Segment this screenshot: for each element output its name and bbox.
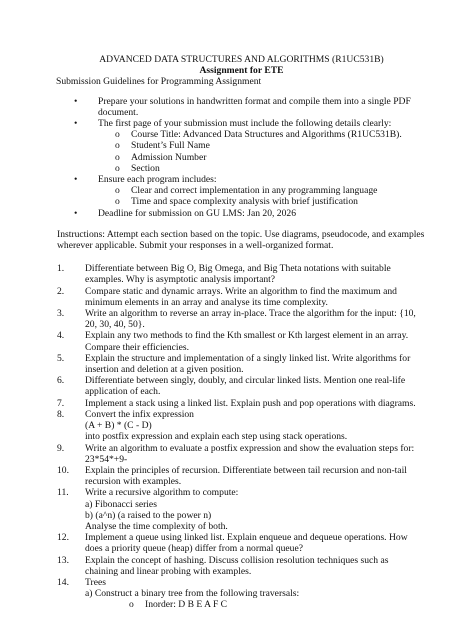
- guideline-text: document.: [98, 106, 139, 118]
- question-text: a) Fibonacci series: [85, 498, 157, 510]
- question-number: 12.: [57, 532, 69, 544]
- sub-bullet-icon: o: [115, 140, 120, 152]
- question-number: 2.: [57, 285, 65, 297]
- detail-text: Admission Number: [131, 151, 207, 163]
- detail-item: [57, 129, 434, 140]
- guideline-item: [57, 174, 434, 185]
- question-item: [57, 308, 434, 330]
- question-number: 14.: [57, 576, 69, 588]
- sub-bullet-icon: o: [115, 185, 120, 197]
- requirement-text: Time and space complexity analysis with brief justification: [131, 196, 358, 208]
- guidelines-heading: Submission Guidelines for Programming Assignment: [56, 76, 262, 88]
- question-number: 13.: [57, 554, 69, 566]
- question-item: [57, 398, 434, 409]
- document-title: ADVANCED DATA STRUCTURES AND ALGORITHMS (R1UC531B): [99, 54, 384, 65]
- question-text: b) (a^n) (a raised to the power n): [85, 509, 212, 521]
- question-text: Write an algorithm to evaluate a postfix expression and show the evaluation steps for:: [85, 442, 415, 454]
- requirement-text: Clear and correct implementation in any programming language: [131, 185, 378, 197]
- question-item: [57, 263, 434, 285]
- program-requirement-item: [57, 196, 434, 207]
- question-text: recursion with examples.: [85, 476, 182, 488]
- question-text: chaining and linear probing with examples.: [85, 565, 252, 577]
- question-number: 1.: [57, 263, 65, 275]
- question-number: 8.: [57, 408, 65, 420]
- deadline-text: Deadline for submission on GU LMS: Jan 20, 2026: [98, 207, 296, 219]
- question-text: 23*54*+9-: [85, 453, 128, 465]
- question-item: [57, 330, 434, 352]
- question-text: Write an algorithm to reverse an array in-place. Trace the algorithm for the input: {10,: [85, 308, 416, 320]
- question-item: [57, 353, 434, 375]
- question-text: Differentiate between singly, doubly, and circular linked lists. Mention one real-life: [85, 375, 406, 387]
- sub-bullet-icon: o: [129, 599, 134, 611]
- detail-item: [57, 140, 434, 151]
- question-text: Compare their efficiencies.: [85, 341, 189, 353]
- instructions-line: wherever applicable. Submit your responses in a well-organized format.: [57, 240, 334, 252]
- question-number: 11.: [57, 487, 69, 499]
- question-text: Implement a stack using a linked list. Explain push and pop operations with diagrams.: [85, 397, 416, 409]
- question-item: [57, 375, 434, 397]
- question-text: Compare static and dynamic arrays. Write an algorithm to find the maximum and: [85, 285, 397, 297]
- question-list: [57, 263, 434, 599]
- instructions-paragraph: [57, 229, 434, 251]
- question-text: minimum elements in an array and analyse its time complexity.: [85, 296, 328, 308]
- bullet-icon: •: [74, 118, 78, 130]
- bullet-icon: •: [74, 95, 78, 107]
- detail-text: Course Title: Advanced Data Structures and Algorithms (R1UC531B).: [131, 129, 402, 141]
- question-item: [57, 286, 434, 308]
- question-text: does a priority queue (heap) differ from a normal queue?: [85, 543, 303, 555]
- detail-text: Student’s Full Name: [131, 140, 210, 152]
- traversal-text: Inorder: D B E A F C: [145, 599, 228, 611]
- question-text: Trees: [85, 576, 106, 588]
- question-text: application of each.: [85, 386, 161, 398]
- traversal-item: [57, 599, 434, 610]
- question-item: [57, 465, 434, 487]
- guidelines-list: [57, 96, 434, 219]
- question-text: insertion and deletion at a given position.: [85, 364, 244, 376]
- question-number: 5.: [57, 352, 65, 364]
- question-item: [57, 443, 434, 465]
- question-text: (A + B) * (C - D): [85, 420, 152, 432]
- question-item: [57, 409, 434, 443]
- question-text: Explain the structure and implementation of a singly linked list. Write algorithms for: [85, 352, 411, 364]
- question-text: Analyse the time complexity of both.: [85, 520, 228, 532]
- guideline-item: [57, 96, 434, 118]
- question-text: Differentiate between Big O, Big Omega, and Big Theta notations with suitable: [85, 263, 391, 275]
- guideline-item: [57, 118, 434, 129]
- sub-bullet-icon: o: [115, 196, 120, 208]
- question-text: examples. Why is asymptotic analysis important?: [85, 274, 276, 286]
- bullet-icon: •: [74, 207, 78, 219]
- sub-bullet-icon: o: [115, 151, 120, 163]
- sub-bullet-icon: o: [115, 162, 120, 174]
- bullet-icon: •: [74, 174, 78, 186]
- question-item: [57, 487, 434, 532]
- question-text: 20, 30, 40, 50}.: [85, 319, 145, 331]
- question-item: [57, 555, 434, 577]
- question-number: 6.: [57, 375, 65, 387]
- question-text: a) Construct a binary tree from the following traversals:: [85, 588, 300, 600]
- question-text: Explain the principles of recursion. Differentiate between tail recursion and non-tail: [85, 464, 407, 476]
- question-number: 9.: [57, 442, 65, 454]
- question-text: Explain the concept of hashing. Discuss collision resolution techniques such as: [85, 554, 389, 566]
- instructions-line: Instructions: Attempt each section based on the topic. Use diagrams, pseudocode, and examples: [57, 228, 425, 240]
- detail-item: [57, 152, 434, 163]
- question-text: Implement a queue using linked list. Explain enqueue and dequeue operations. How: [85, 532, 408, 544]
- question-item: [57, 577, 434, 599]
- question-number: 4.: [57, 330, 65, 342]
- question-number: 7.: [57, 397, 65, 409]
- guideline-item: [57, 208, 434, 219]
- question-text: Convert the infix expression: [85, 408, 194, 420]
- guideline-text: Prepare your solutions in handwritten format and compile them into a single PDF: [98, 95, 411, 107]
- question-number: 10.: [57, 464, 69, 476]
- detail-item: [57, 163, 434, 174]
- question-text: Explain any two methods to find the Kth smallest or Kth largest element in an array.: [85, 330, 409, 342]
- program-requirement-item: [57, 185, 434, 196]
- guideline-text: The first page of your submission must include the following details clearly:: [98, 118, 392, 130]
- question-text: Write a recursive algorithm to compute:: [85, 487, 239, 499]
- sub-bullet-icon: o: [115, 129, 120, 141]
- document-subtitle: Assignment for ETE: [199, 65, 284, 77]
- question-number: 3.: [57, 308, 65, 320]
- guideline-text: Ensure each program includes:: [98, 174, 217, 186]
- detail-text: Section: [131, 162, 160, 174]
- question-item: [57, 532, 434, 554]
- question-text: into postfix expression and explain each step using stack operations.: [85, 431, 348, 443]
